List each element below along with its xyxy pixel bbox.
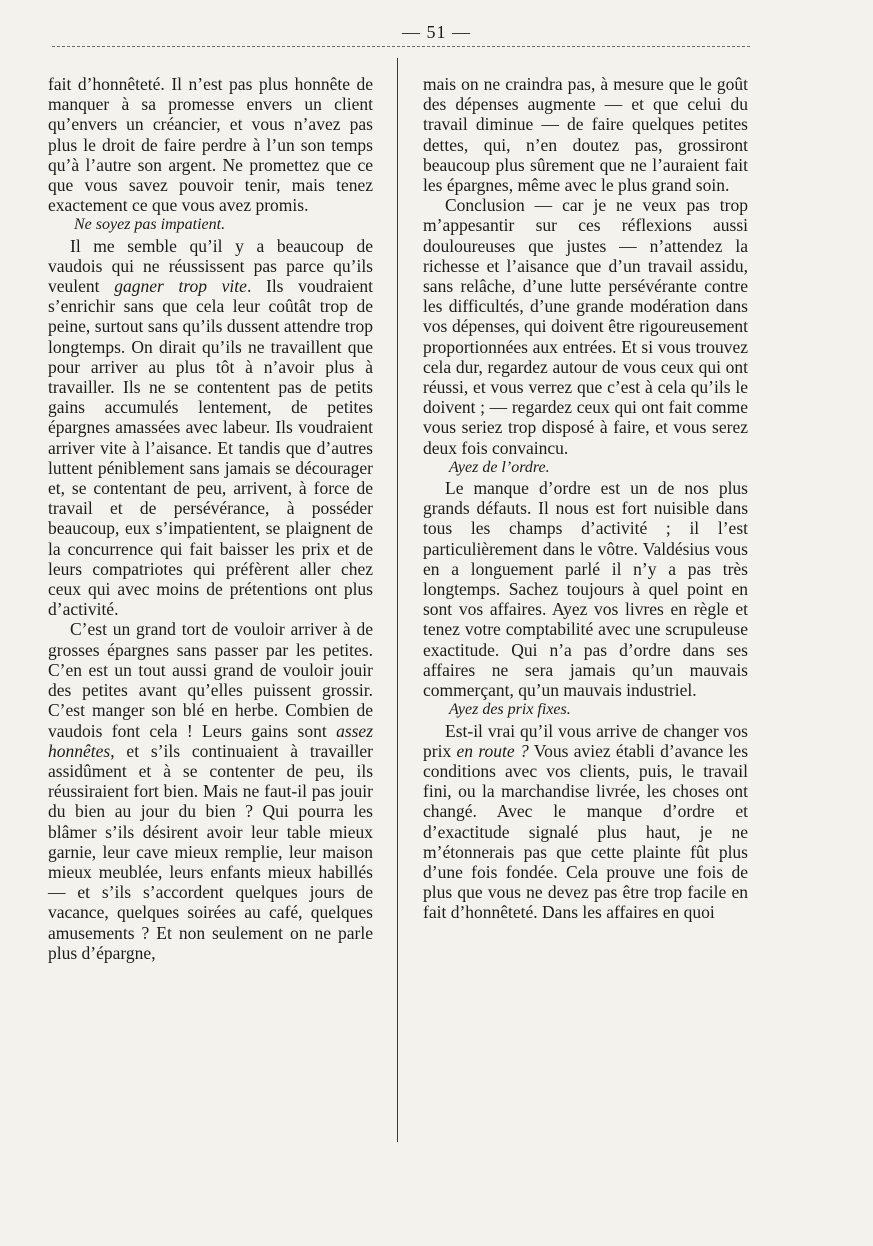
- text-run: Il me semble qu’il y a beaucoup de vaudois qui ne réussissent pas parce qu’ils veulent: [48, 235, 373, 297]
- paragraph-conclusion: Conclusion — car je ne veux pas trop m’appesantir sur ces réflexions aussi douloureuses que justes — n’attendez la richesse et l’aisance que d’un travail assidu, sans relâche, d’une lutte persévérante contre les difficultés, d’une grande modération dans vos dépenses, qui doivent être rigoureusement proportionnées aux entrées. Et si vous trouvez cela dur, regardez autour de vous ceux qui ont réussi, et vous verrez que c’est à cela qu’ils le doivent ; — regardez ceux qui ont fait comme vous seriez trop disposé à faire, et vous serez deux fois convaincu.: [423, 195, 748, 458]
- column-divider: [397, 58, 398, 1142]
- right-column: [423, 74, 748, 923]
- paragraph-epargnes: [48, 619, 373, 962]
- left-column: [48, 74, 373, 963]
- paragraph-continuation: mais on ne craindra pas, à mesure que le goût des dépenses augmente — et que celui du travail diminue — de faire quelques petites dettes, qui, n’en doutez pas, grossiront beaucoup plus sûrement que ne l’auraient fait les épargnes, même avec le plus grand soin.: [423, 74, 748, 196]
- section-heading-prix: Ayez des prix fixes.: [449, 701, 571, 719]
- paragraph-impatient: [48, 236, 373, 620]
- section-heading-impatient: Ne soyez pas impatient.: [74, 216, 226, 234]
- text-run: Vous aviez établi d’avance les conditions avec vos clients, puis, le travail fini, ou la marchandise livrée, les choses ont changé. Avec le manque d’ordre et d’exactitude signalé plus haut, je ne m’étonnerais pas que cette plainte fût plus d’une fois fondée. Cela prouve une fois de plus que vous ne devez pas être trop facile en fait d’honnêteté. Dans les affaires en quoi: [423, 740, 749, 923]
- text-run: , et s’ils continuaient à travailler assidûment et à se contenter de peu, ils réussiraient fort bien. Mais ne faut-il pas jouir du bien au jour du bien ? Qui pourra les blâmer s’ils désirent avoir leur table mieux garnie, leur cave mieux remplie, leur maison mieux meublée, leurs enfants mieux habillés — et s’ils s’accordent quelques jours de vacance, quelques soirées au café, quelques amusements ? Et non seulement on ne parle plus d’épargne,: [48, 740, 373, 963]
- section-heading-ordre: Ayez de l’ordre.: [449, 458, 550, 476]
- page-number: — 51 —: [402, 22, 471, 42]
- text-run: . Ils voudraient s’enrichir sans que cela leur coûtât trop de peine, surtout sans qu’ils dussent attendre trop longtemps. On dirait qu’ils ne travaillent que pour arriver au plus tôt à n’avoir plus à travailler. Ils ne se contentent pas de petits gains accumulés lentement, de petites épargnes amassées avec labeur. Ils voudraient arriver vite à l’aisance. Et tandis que d’autres luttent péniblement sans jamais se décourager et, se contentant de peu, arrivent, à force de travail et de persévérance, à posséder beaucoup, eux s’impatientent, se plaignent de la concurrence qui fait baisser les prix et de leurs compatriotes qui préfèrent aller chez ceux qui avec moins de prétentions ont plus d’activité.: [48, 276, 374, 620]
- text-run: Est-il vrai qu’il vous arrive de changer vos prix: [423, 720, 748, 761]
- emphasis-text: assez honnêtes: [48, 720, 374, 761]
- emphasis-text: gagner trop vite: [114, 276, 247, 297]
- emphasis-text: en route ?: [456, 740, 529, 761]
- header-rule: [52, 46, 750, 47]
- text-run: C’est un grand tort de vouloir arriver à de grosses épargnes sans passer par les petites. C’en est un tout aussi grand de vouloir jouir des petites avant qu’elles puissent grossir. C’est manger son blé en herbe. Combien de vaudois font cela ! Leurs gains sont: [48, 619, 373, 741]
- paragraph-prix: [423, 721, 748, 923]
- paragraph-continuation: fait d’honnêteté. Il n’est pas plus honnête de manquer à sa promesse envers un client qu’envers un créancier, et vous n’avez pas plus le droit de faire perdre à l’un son temps qu’à l’autre son argent. Ne promettez que ce que vous savez pouvoir tenir, mais tenez exactement ce que vous avez promis.: [48, 74, 373, 216]
- paragraph-ordre: Le manque d’ordre est un de nos plus grands défauts. Il nous est fort nuisible dans tous les champs d’activité ; il l’est particulièrement dans le vôtre. Valdésius vous en a longuement parlé il n’y a pas très longtemps. Sachez toujours à quel point en sont vos affaires. Ayez vos livres en règle et tenez votre comptabilité avec une scrupuleuse exactitude. Qui n’a pas d’ordre dans ses affaires ne sera jamais qu’un mauvais commerçant, qu’un mauvais industriel.: [423, 478, 748, 701]
